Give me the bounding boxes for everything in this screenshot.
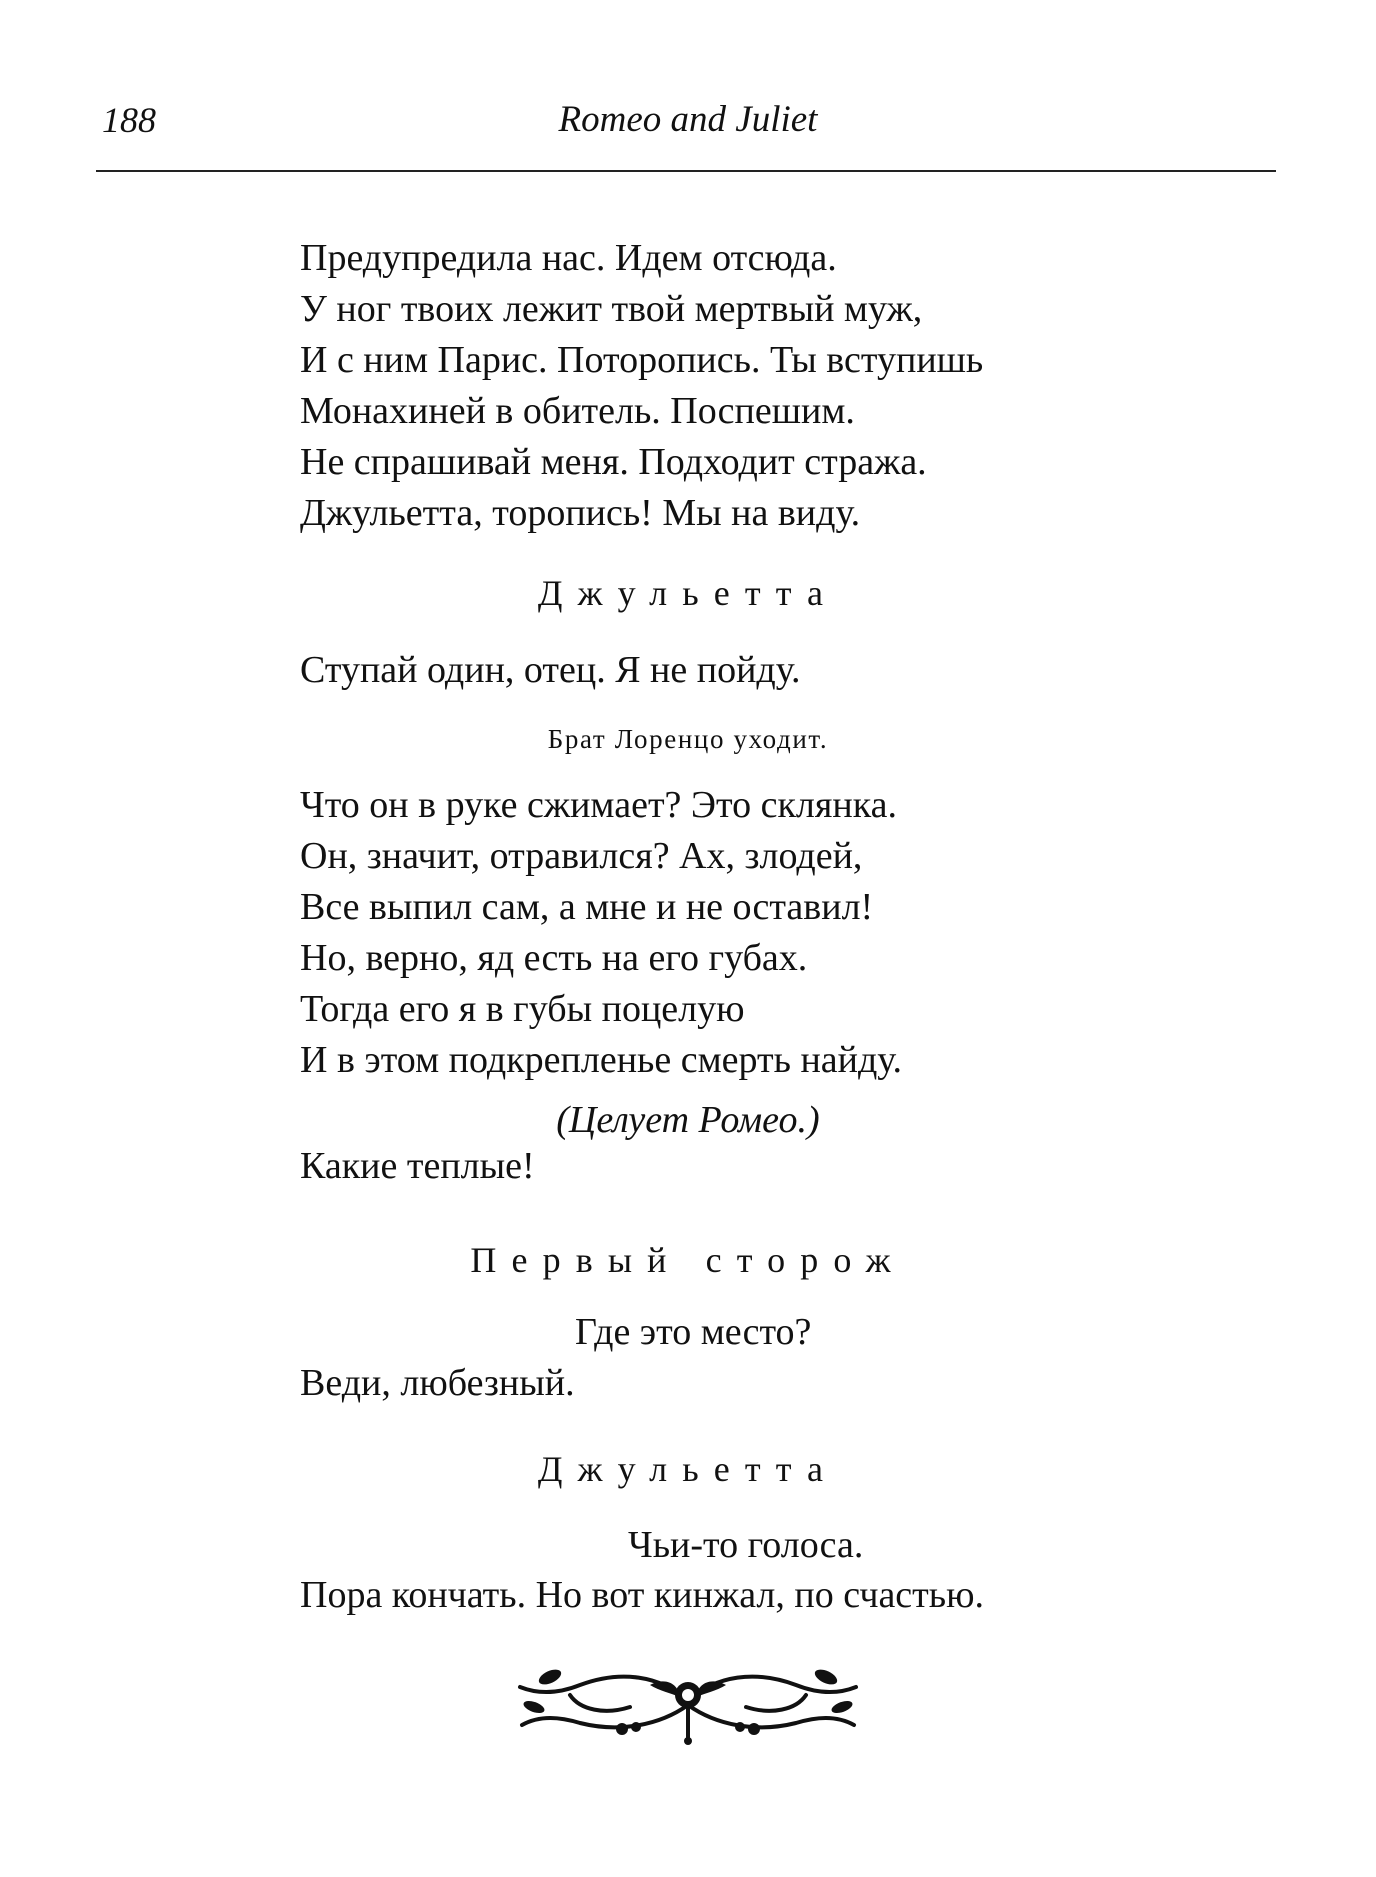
- verse-line: Тогда его я в губы поцелую: [300, 988, 745, 1030]
- verse-line: Все выпил сам, а мне и не оставил!: [300, 886, 874, 928]
- verse-line: Какие теплые!: [300, 1145, 535, 1187]
- verse-line: Монахиней в обитель. Поспешим.: [300, 390, 855, 432]
- verse-line: Что он в руке сжимает? Это склянка.: [300, 784, 897, 826]
- running-title: Romeo and Juliet: [558, 99, 818, 140]
- verse-line: Веди, любезный.: [300, 1362, 575, 1404]
- stage-direction-italic: (Целует Ромео.): [556, 1099, 820, 1141]
- verse-line-indented: Чьи-то голоса.: [628, 1524, 864, 1566]
- floral-ornament-icon: [510, 1655, 866, 1745]
- verse-line: Он, значит, отравился? Ах, злодей,: [300, 835, 863, 877]
- verse-line: Предупредила нас. Идем отсюда.: [300, 237, 837, 279]
- verse-line: Пора кончать. Но вот кинжал, по счастью.: [300, 1574, 984, 1616]
- verse-line: И с ним Парис. Поторопись. Ты вступишь: [300, 339, 984, 381]
- verse-line: Не спрашивай меня. Подходит стража.: [300, 441, 927, 483]
- page-number: 188: [102, 100, 156, 140]
- verse-line-indented: Где это место?: [575, 1311, 812, 1353]
- verse-line: Ступай один, отец. Я не пойду.: [300, 649, 801, 691]
- verse-line: Джульетта, торопись! Мы на виду.: [300, 492, 861, 534]
- stage-direction: Брат Лоренцо уходит.: [547, 724, 829, 754]
- speaker-name: Джульетта: [537, 1449, 839, 1489]
- verse-line: И в этом подкрепленье смерть найду.: [300, 1039, 903, 1081]
- verse-line: У ног твоих лежит твой мертвый муж,: [300, 288, 923, 330]
- speaker-name: Джульетта: [537, 573, 839, 613]
- verse-line: Но, верно, яд есть на его губах.: [300, 937, 808, 979]
- speaker-name: Первый сторож: [470, 1240, 906, 1280]
- header-rule: [96, 170, 1276, 172]
